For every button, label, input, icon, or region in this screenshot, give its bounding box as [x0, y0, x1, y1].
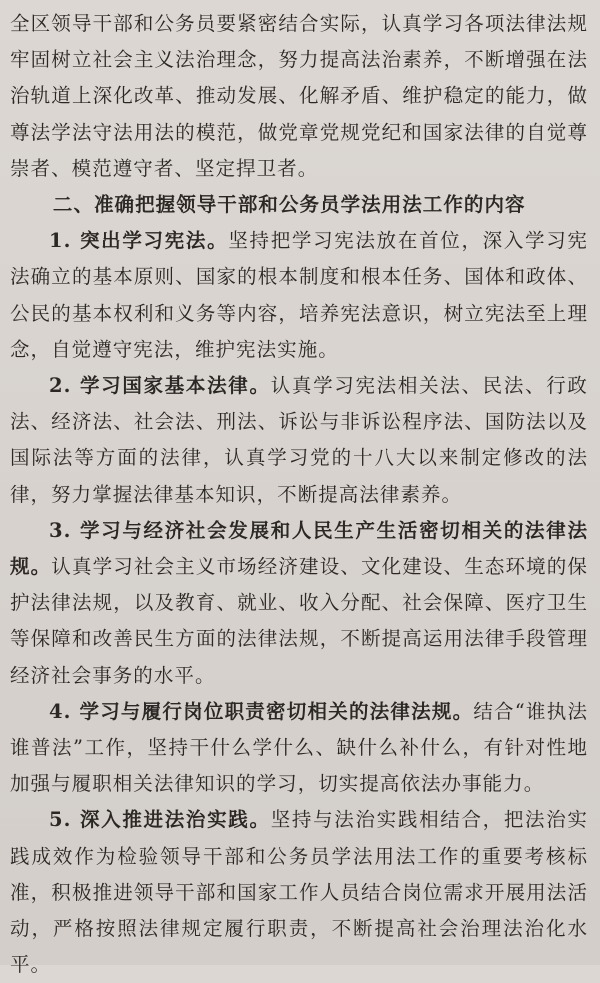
- item-body-3: 认真学习社会主义市场经济建设、文化建设、生态环境的保护法律法规，以及教育、就业、收入分配、社会保障、医疗卫生等保障和改善民生方面的法律法规，不断提高运用法律手段管理经济社会事务的水平。: [10, 555, 588, 687]
- item-paragraph-4: [10, 694, 588, 803]
- item-lead-2: 2. 学习国家基本法律。: [49, 374, 271, 398]
- item-body-2: 认真学习宪法相关法、民法、行政法、经济法、社会法、刑法、诉讼与非诉讼程序法、国防法以及国际法等方面的法律，认真学习党的十八大以来制定修改的法律，努力掌握法律基本知识，不断提高法律素养。: [10, 374, 588, 506]
- item-body-5: 坚持与法治实践相结合，把法治实践成效作为检验领导干部和公务员学法用法工作的重要考核标准，积极推进领导干部和国家工作人员结合岗位需求开展用法活动，严格按照法律规定履行职责，不断提高社会治理法治化水平。: [10, 808, 588, 977]
- section-heading: 二、准确把握领导干部和公务员学法用法工作的内容: [52, 193, 526, 217]
- item-lead-4: 4. 学习与履行岗位职责密切相关的法律法规。: [49, 699, 474, 723]
- item-lead-3: 3. 学习与经济社会发展和人民生产生活密切相关的法律法规。: [10, 518, 588, 579]
- item-body-4: 结合“谁执法谁普法”工作，坚持干什么学什么、缺什么补什么，有针对性地加强与履职相关法律知识的学习，切实提高依法办事能力。: [10, 699, 588, 796]
- item-lead-1: 1. 突出学习宪法。: [49, 229, 229, 253]
- item-paragraph-5: [10, 802, 588, 983]
- intro-paragraph: 全区领导干部和公务员要紧密结合实际，认真学习各项法律法规牢固树立社会主义法治理念，努力提高法治素养，不断增强在法治轨道上深化改革、推动发展、化解矛盾、维护稳定的能力，做尊法学法守法用法的模范，做党章党规党纪和国家法律的自觉尊崇者、模范遵守者、坚定捍卫者。: [10, 12, 588, 180]
- item-lead-5: 5. 深入推进法治实践。: [49, 808, 271, 832]
- item-paragraph-1: [10, 223, 588, 368]
- item-body-1: 坚持把学习宪法放在首位，深入学习宪法确立的基本原则、国家的根本制度和根本任务、国体和政体、公民的基本权利和义务等内容，培养宪法意识，树立宪法至上理念，自觉遵守宪法，维护宪法实施。: [10, 229, 588, 361]
- item-paragraph-2: [10, 368, 588, 513]
- item-paragraph-3: [10, 513, 588, 694]
